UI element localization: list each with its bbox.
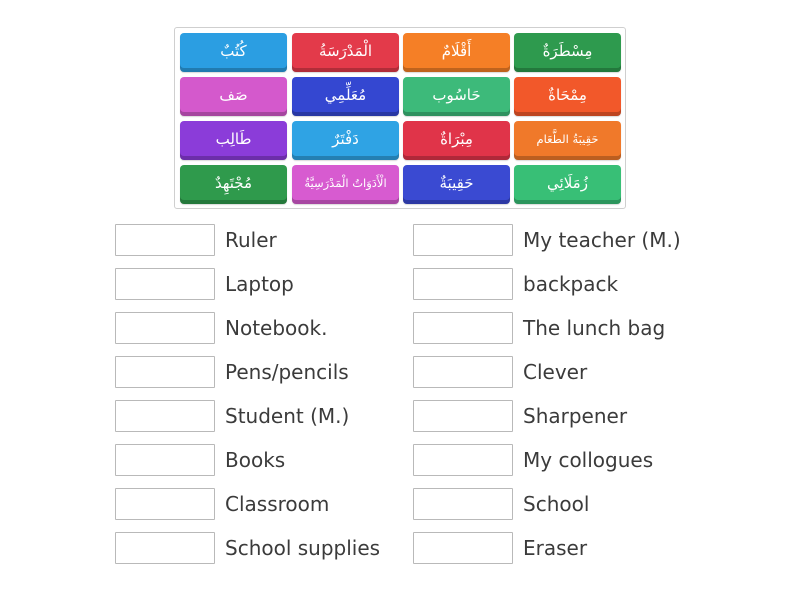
drop-zone[interactable] [413,312,513,344]
drop-zone[interactable] [413,444,513,476]
term-label: Laptop [225,272,294,296]
match-row [115,223,277,257]
term-label: Sharpener [523,404,628,428]
term-label: The lunch bag [523,316,666,340]
term-label: School supplies [225,536,381,560]
drop-zone[interactable] [413,488,513,520]
answer-tile[interactable]: طَالِب [180,121,287,160]
drop-zone[interactable] [115,224,215,256]
drop-zone[interactable] [115,356,215,388]
match-row [115,399,349,433]
match-row [413,311,665,345]
match-row [413,267,618,301]
match-row [115,487,329,521]
drop-zone[interactable] [413,532,513,564]
match-row [115,531,380,565]
answer-tile[interactable]: مِبْرَاةٌ [403,121,510,160]
term-label: Ruler [225,228,277,252]
match-row [413,443,653,477]
term-label: Classroom [225,492,330,516]
drop-zone[interactable] [115,532,215,564]
answer-tile[interactable]: حَقِيبَةٌ [403,165,510,204]
term-label: Eraser [523,536,588,560]
term-label: My teacher (M.) [523,228,681,252]
match-row [413,487,589,521]
term-label: backpack [523,272,619,296]
answer-tile[interactable]: مُجْتَهِدٌ [180,165,287,204]
answer-tile[interactable]: الْأَدَوَاتُ الْمَدْرَسِيَّةُ [292,165,399,204]
drop-zone[interactable] [413,400,513,432]
match-row [115,355,349,389]
answer-tile[interactable]: صَف [180,77,287,116]
term-label: Notebook. [225,316,328,340]
drop-zone[interactable] [115,488,215,520]
drop-zone[interactable] [413,224,513,256]
answer-tile[interactable]: حَاسُوب [403,77,510,116]
match-row [115,267,294,301]
term-label: Pens/pencils [225,360,349,384]
term-label: Clever [523,360,588,384]
answer-tile[interactable]: زُمَلَائِي [514,165,621,204]
answer-tile[interactable]: كُتُبٌ [180,33,287,72]
match-row [413,223,681,257]
drop-zone[interactable] [115,268,215,300]
drop-zone[interactable] [115,312,215,344]
answer-tile[interactable]: حَقِيبَةُ الطَّعَام [514,121,621,160]
term-label: Student (M.) [225,404,350,428]
term-label: School [523,492,590,516]
answer-tile[interactable]: مِمْحَاةٌ [514,77,621,116]
match-row [413,399,627,433]
answer-tile[interactable]: الْمَدْرَسَةُ [292,33,399,72]
match-row [413,531,587,565]
term-label: Books [225,448,286,472]
answer-tile[interactable]: مُعَلِّمِي [292,77,399,116]
answer-tile[interactable]: أَقْلَامٌ [403,33,510,72]
drop-zone[interactable] [413,268,513,300]
drop-zone[interactable] [115,444,215,476]
answer-tile[interactable]: دَفْتَرٌ [292,121,399,160]
answer-tile[interactable]: مِسْطَرَةٌ [514,33,621,72]
term-label: My collogues [523,448,654,472]
match-row [413,355,587,389]
drop-zone[interactable] [115,400,215,432]
match-row [115,311,327,345]
tile-bank [174,27,626,209]
match-row [115,443,285,477]
drop-zone[interactable] [413,356,513,388]
